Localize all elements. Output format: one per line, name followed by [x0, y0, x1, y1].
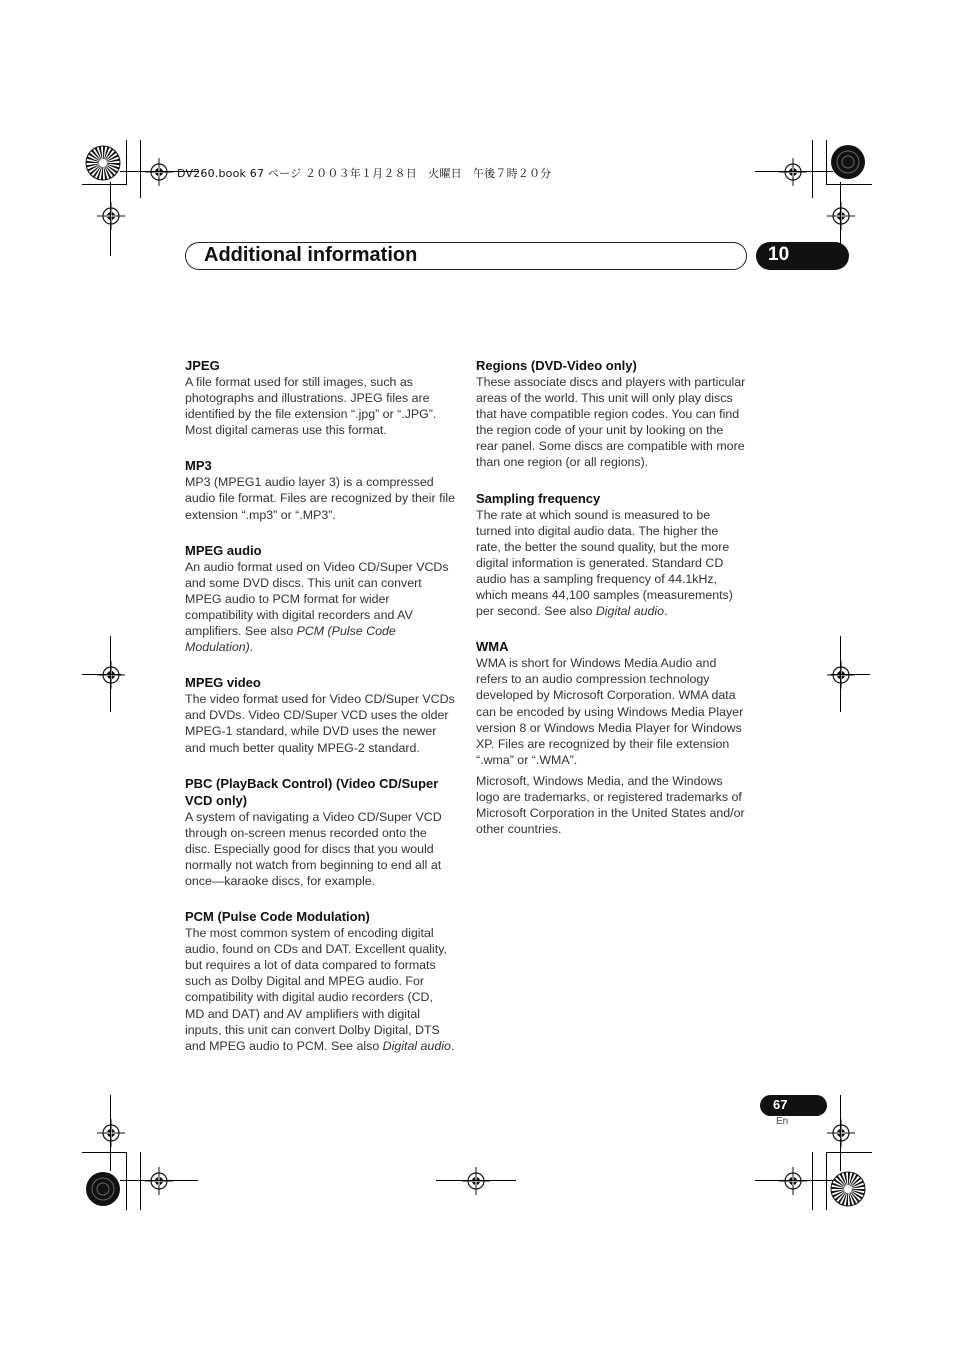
glossary-definition: These associate discs and players with particular areas of the world. This unit will only play discs that have compatible region codes. You can find the region code of your unit by looking on the rear panel. Some discs are compatible with more than one region (or all regions).	[476, 375, 746, 470]
glossary-term: MPEG video	[185, 675, 261, 691]
sunburst-mark-top-right	[829, 143, 867, 181]
glossary-definition	[185, 925, 455, 1054]
definition-end: .	[450, 1038, 455, 1053]
crop-line	[755, 171, 833, 172]
trim-mark	[126, 1152, 127, 1210]
crop-line	[120, 1180, 198, 1181]
glossary-definition	[476, 507, 746, 620]
definition-text: An audio format used on Video CD/Super VCDs and some DVD discs. This unit can convert MPEG audio to PCM format for wider compatibility with digital recorders and AV amplifiers. See also	[185, 559, 449, 639]
registration-mark	[141, 1163, 177, 1199]
registration-mark	[141, 154, 177, 190]
glossary-entry-mpeg-audio	[185, 542, 455, 656]
crop-line	[436, 1180, 516, 1181]
registration-mark	[823, 657, 859, 693]
trim-mark	[82, 1152, 127, 1153]
glossary-definition	[185, 559, 455, 656]
glossary-term: MPEG audio	[185, 542, 262, 558]
glossary-term: WMA	[476, 639, 509, 655]
glossary-term: PCM (Pulse Code Modulation)	[185, 909, 370, 925]
glossary-entry-mpeg-video	[185, 674, 455, 755]
trim-mark	[126, 140, 127, 185]
crop-line	[755, 1180, 833, 1181]
glossary-entry-regions	[476, 357, 746, 471]
registration-mark	[93, 1115, 129, 1151]
registration-mark	[775, 154, 811, 190]
registration-mark	[775, 1163, 811, 1199]
crop-line	[830, 674, 870, 675]
chapter-number: 10	[768, 244, 790, 265]
glossary-column-left	[185, 357, 455, 1073]
glossary-entry-mp3	[185, 457, 455, 522]
glossary-entry-sampling-frequency	[476, 490, 746, 620]
trim-mark	[826, 1152, 827, 1210]
trademark-notice: Microsoft, Windows Media, and the Windows logo are trademarks, or registered trademarks of Microsoft Corporation in the United States and/or other countries.	[476, 773, 745, 837]
cross-reference: Digital audio	[595, 604, 665, 619]
glossary-definition: A file format used for still images, such as photographs and illustrations. JPEG files are identified by the file extension “.jpg” or “.JPG”. Most digital cameras use this format.	[185, 375, 437, 438]
section-header	[185, 242, 747, 270]
cross-reference: PCM (Pulse Code Modulation)	[185, 624, 396, 655]
glossary-entry-jpeg	[185, 357, 455, 438]
glossary-term: Regions (DVD-Video only)	[476, 358, 637, 373]
glossary-term: JPEG	[185, 358, 220, 373]
definition-text: The rate at which sound is measured to be turned into digital audio data. The higher the rate, the better the sound quality, but the more digital information is generated. Standard CD audio has a sampling frequency of 44.1kHz, which means 44,100 samples (measurements) per second. See also	[476, 507, 733, 619]
glossary-definition: A system of navigating a Video CD/Super VCD through on-screen menus recorded onto the disc. Especially good for discs that you would normally not watch from beginning to end all at once—karaoke discs, for example.	[185, 809, 442, 888]
language-code: En	[776, 1116, 789, 1127]
glossary-column-right	[476, 357, 746, 856]
trim-mark	[826, 140, 827, 185]
glossary-definition: WMA is short for Windows Media Audio and refers to an audio compression technology developed by Microsoft Corporation. WMA data can be encoded by using Windows Media Player version 8 or Windows Media Player for Windows XP. Files are recognized by their file extension “.wma” or “.WMA”.	[476, 656, 744, 767]
print-job-info: DV260.book 67 ページ ２００３年１月２８日 火曜日 午後７時２０分	[177, 167, 552, 180]
section-title: Additional information	[204, 244, 418, 266]
cross-reference: Digital audio	[382, 1038, 451, 1053]
chapter-tab	[756, 242, 849, 270]
crop-line	[840, 1095, 841, 1171]
page-number: 67	[773, 1097, 788, 1112]
crop-line	[110, 182, 111, 256]
trim-mark	[826, 1152, 872, 1153]
page-number-tab	[760, 1095, 827, 1116]
definition-text: The most common system of encoding digital audio, found on CDs and DAT. Excellent quality, but requires a lot of data compared to formats such as Dolby Digital and MPEG audio. For compatibility with digital audio recorders (CD, MD and DAT) and AV amplifiers with digital inputs, this unit can convert Dolby Digital, DTS and MPEG audio to PCM. See also	[185, 926, 447, 1053]
registration-mark	[823, 198, 859, 234]
trim-mark	[826, 184, 872, 185]
glossary-entry-pbc	[185, 775, 455, 889]
registration-mark	[93, 657, 129, 693]
glossary-term: PBC (PlayBack Control) (Video CD/Super VCD only)	[185, 775, 439, 808]
glossary-definition: The video format used for Video CD/Super VCDs and DVDs. Video CD/Super VCD uses the older MPEG-1 standard, while DVD uses the newer and much better quality MPEG-2 standard.	[185, 692, 455, 755]
glossary-definition: MP3 (MPEG1 audio layer 3) is a compressed audio file format. Files are recognized by their file extension “.mp3” or “.MP3”.	[185, 475, 455, 522]
glossary-term: Sampling frequency	[476, 490, 601, 506]
registration-mark	[93, 198, 129, 234]
definition-end: .	[249, 640, 254, 655]
definition-end: .	[664, 604, 668, 619]
glossary-term: MP3	[185, 458, 212, 474]
trim-mark	[140, 140, 141, 198]
trim-mark	[812, 140, 813, 198]
trim-mark	[140, 1152, 141, 1210]
sunburst-mark-bottom-right	[829, 1170, 867, 1208]
sunburst-mark-bottom-left	[84, 1170, 122, 1208]
glossary-entry-wma	[476, 638, 746, 837]
trim-mark	[82, 184, 127, 185]
glossary-entry-pcm	[185, 908, 455, 1054]
registration-mark	[458, 1163, 494, 1199]
sunburst-mark-top-left	[84, 144, 122, 182]
trim-mark	[812, 1152, 813, 1210]
crop-line	[82, 674, 122, 675]
crop-line	[110, 1095, 111, 1171]
registration-mark	[823, 1115, 859, 1151]
